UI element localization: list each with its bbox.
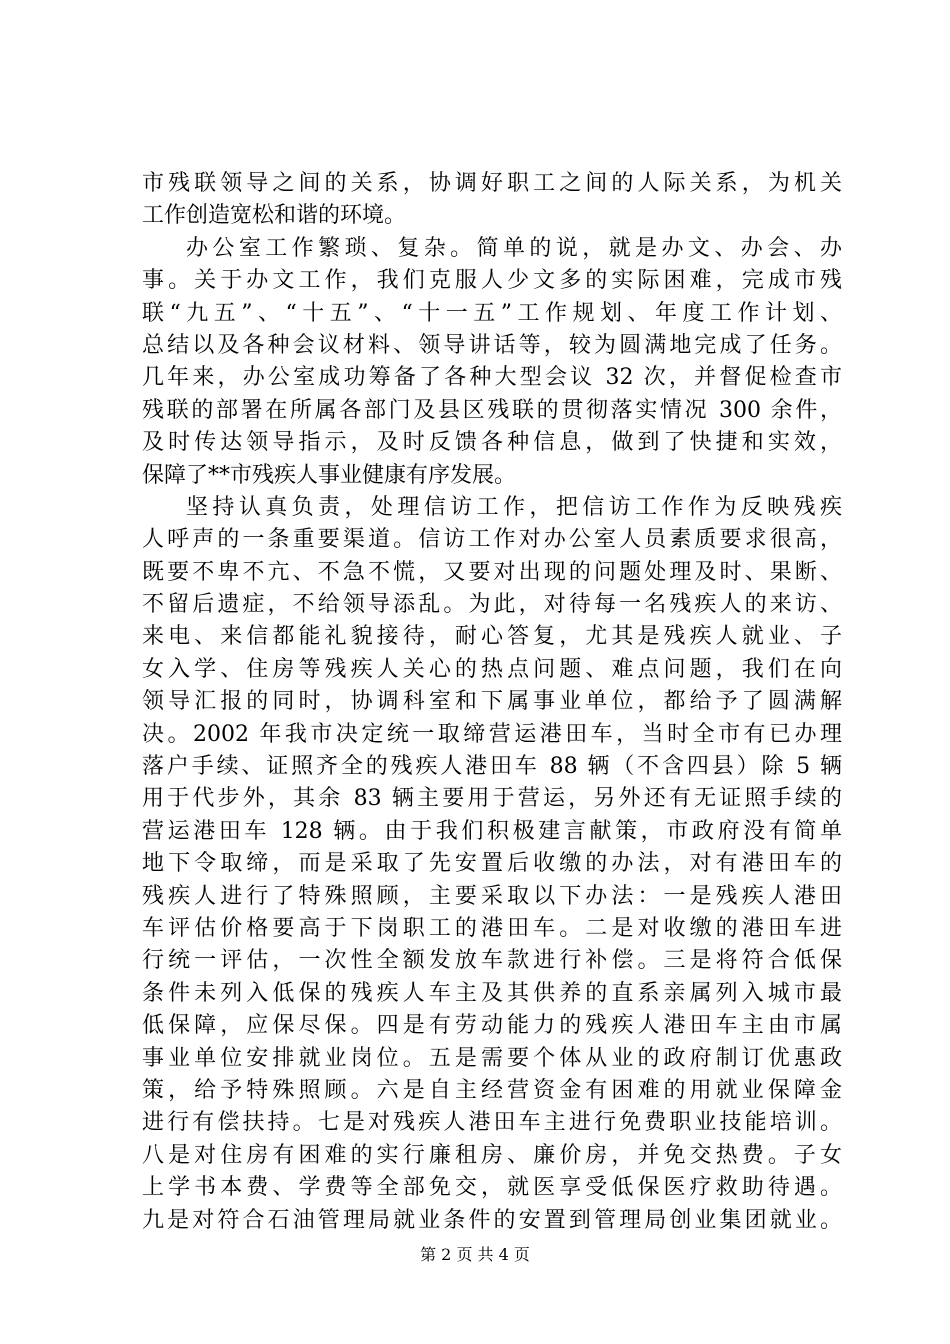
text-line: 人呼声的一条重要渠道。信访工作对办公室人员素质要求很高， [142,527,842,553]
text-line: 几年来，办公室成功筹备了各种大型会议 32 次，并督促检查市 [142,365,842,391]
text-line: 决。2002 年我市决定统一取缔营运港田车，当时全市有已办理 [142,721,842,747]
text-line: 用于代步外，其余 83 辆主要用于营运，另外还有无证照手续的 [142,786,842,812]
text-line: 保障了**市残疾人事业健康有序发展。 [142,462,517,488]
text-line: 进行有偿扶持。七是对残疾人港田车主进行免费职业技能培训。 [142,1110,842,1136]
text-line: 车评估价格要高于下岗职工的港田车。二是对收缴的港田车进 [142,915,842,941]
text-line: 条件未列入低保的残疾人车主及其供养的直系亲属列入城市最 [142,980,842,1006]
text-line: 九是对符合石油管理局就业条件的安置到管理局创业集团就业。 [142,1207,842,1233]
page-footer: 第 2 页 共 4 页 [420,1245,530,1264]
text-line: 总结以及各种会议材料、领导讲话等，较为圆满地完成了任务。 [142,332,842,358]
text-line: 领导汇报的同时，协调科室和下属事业单位，都给予了圆满解 [142,689,842,715]
text-line: 联“九五”、“十五”、“十一五”工作规划、年度工作计划、 [142,300,842,326]
body-text [142,168,842,1237]
text-line: 地下令取缔，而是采取了先安置后收缴的办法，对有港田车的 [142,851,842,877]
text-line: 低保障，应保尽保。四是有劳动能力的残疾人港田车主由市属 [142,1013,842,1039]
text-line: 市残联领导之间的关系，协调好职工之间的人际关系，为机关 [142,171,842,196]
paragraph-start-line: 坚持认真负责，处理信访工作，把信访工作作为反映残疾 [186,494,842,520]
text-line: 女入学、住房等残疾人关心的热点问题、难点问题，我们在向 [142,656,842,682]
paragraph-start-line: 办公室工作繁琐、复杂。简单的说，就是办文、办会、办 [186,235,842,261]
text-line: 事业单位安排就业岗位。五是需要个体从业的政府制订优惠政 [142,1045,842,1071]
text-line: 上学书本费、学费等全部免交，就医享受低保医疗救助待遇。 [142,1175,842,1201]
text-line: 残联的部署在所属各部门及县区残联的贯彻落实情况 300 余件， [142,397,842,423]
text-line: 既要不卑不亢、不急不慌，又要对出现的问题处理及时、果断、 [142,559,842,585]
text-line: 落户手续、证照齐全的残疾人港田车 88 辆（不含四县）除 5 辆 [142,754,842,780]
text-line: 策，给予特殊照顾。六是自主经营资金有困难的用就业保障金 [142,1077,842,1103]
text-line: 事。关于办文工作，我们克服人少文多的实际困难，完成市残 [142,268,842,294]
text-line: 行统一评估，一次性全额发放车款进行补偿。三是将符合低保 [142,948,842,974]
text-line: 来电、来信都能礼貌接待，耐心答复，尤其是残疾人就业、子 [142,624,842,650]
text-line: 不留后遗症，不给领导添乱。为此，对待每一名残疾人的来访、 [142,592,842,618]
text-line: 八是对住房有困难的实行廉租房、廉价房，并免交热费。子女 [142,1142,842,1168]
text-line: 残疾人进行了特殊照顾，主要采取以下办法：一是残疾人港田 [142,883,842,909]
text-line: 及时传达领导指示，及时反馈各种信息，做到了快捷和实效， [142,430,842,456]
text-line: 营运港田车 128 辆。由于我们积极建言献策，市政府没有简单 [142,818,842,844]
text-line: 工作创造宽松和谐的环境。 [142,203,407,229]
